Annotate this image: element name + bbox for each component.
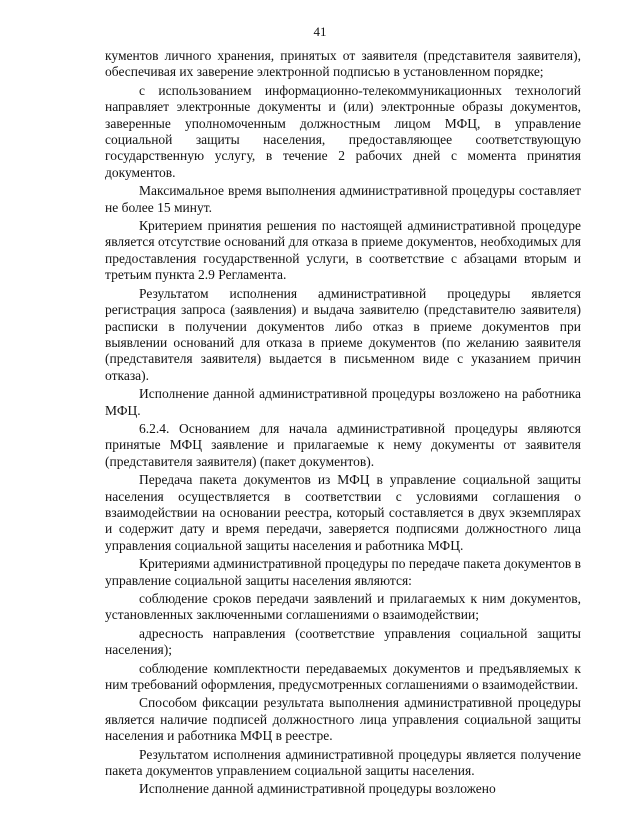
paragraph: Передача пакета документов из МФЦ в управление социальной защиты населения осуществляется в соответствии с условиями соглашения о взаимодействии на основании реестра, который составляется в двух экземплярах и содержит дату и время передачи, заверяется подписями должностного лица управления социальной защиты населения и работника МФЦ. [105, 472, 581, 553]
paragraph: Исполнение данной административной процедуры возложено [139, 781, 496, 797]
paragraph: соблюдение сроков передачи заявлений и прилагаемых к ним документов, установленных заключенными соглашениями о взаимодействии; [105, 591, 581, 623]
document-body [105, 48, 581, 800]
paragraph: адресность направления (соответствие управления социальной защиты населения); [105, 625, 581, 658]
paragraph: Максимальное время выполнения административной процедуры составляет не более 15 минут. [105, 183, 581, 215]
paragraph: 6.2.4. Основанием для начала административной процедуры являются принятые МФЦ заявление и прилагаемые к нему документы от заявителя (представителя заявителя) (пакет документов). [105, 420, 581, 469]
paragraph: Критериями административной процедуры по передаче пакета документов в управление социальной защиты населения являются: [105, 556, 581, 588]
paragraph: Критерием принятия решения по настоящей административной процедуре является отсутствие оснований для отказа в приеме документов, необходимых для предоставления государственной услуги, в соответствие с абзацами вторым и третьим пункта 2.9 Регламента. [105, 218, 581, 283]
paragraph: Исполнение данной административной процедуры возложено на работника МФЦ. [105, 386, 581, 418]
paragraph: соблюдение комплектности передаваемых документов и предъявляемых к ним требований оформления, предусмотренных соглашениями о взаимодействии. [105, 660, 581, 693]
paragraph: кументов личного хранения, принятых от заявителя (представителя заявителя), обеспечивая их заверение электронной подписью в установленном порядке; [105, 48, 581, 80]
page-number: 41 [313, 24, 327, 39]
paragraph: с использованием информационно-телекоммуникационных технологий направляет электронные документы и (или) электронные образы документов, заверенные уполномоченным должностным лицом МФЦ, в управление социальной защиты населения, предоставляющее соответствующую государственную услугу, в течение 2 рабочих дней с момента принятия документов. [105, 82, 581, 180]
paragraph: Результатом исполнения административной процедуры является регистрация запроса (заявления) и выдача заявителю (представителю заявителя) расписки в получении документов либо отказ в приеме документов при выявлении оснований для отказа в приеме документов (по желанию заявителя (представителя заявителя) выдается в письменном виде с указанием причин отказа). [105, 285, 581, 383]
paragraph: Результатом исполнения административной процедуры является получение пакета документов управлением социальной защиты населения. [105, 746, 581, 779]
paragraph: Способом фиксации результата выполнения административной процедуры является наличие подписей должностного лица управления социальной защиты населения и работника МФЦ в реестре. [105, 695, 581, 744]
